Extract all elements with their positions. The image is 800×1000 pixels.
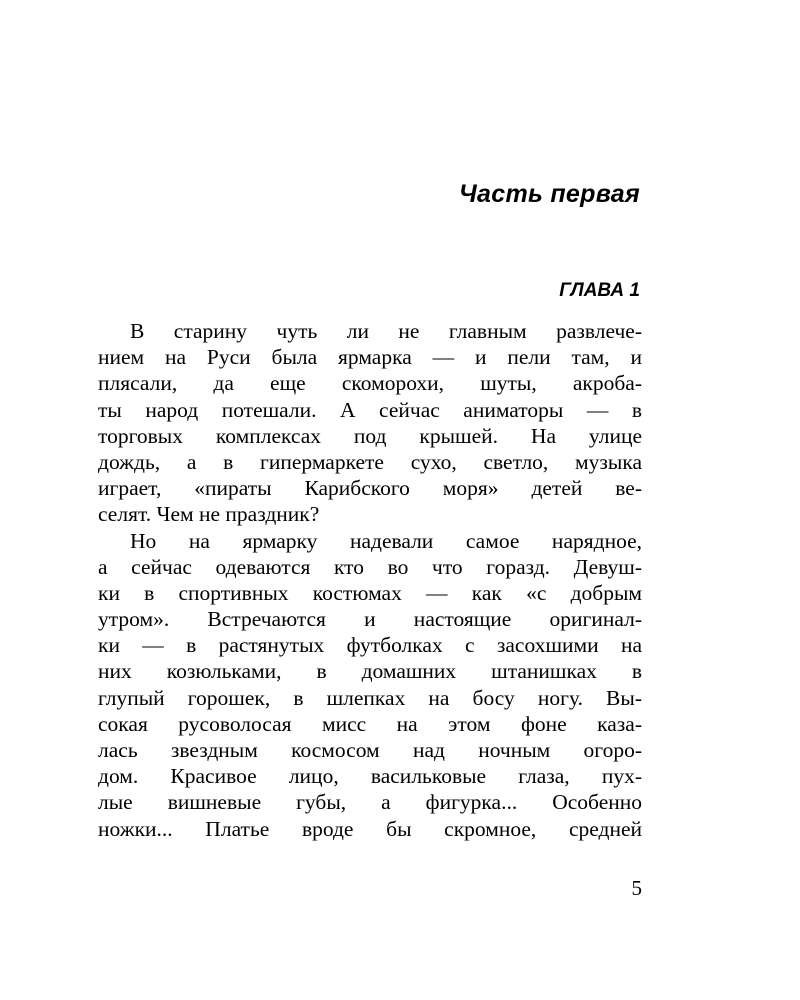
text-line: В старину чуть ли не главным развлече- bbox=[130, 319, 642, 343]
text-line: них козюльками, в домашних штанишках в bbox=[98, 659, 642, 684]
text-line: лые вишневые губы, а фигурка... Особенно bbox=[98, 790, 642, 815]
body-text bbox=[98, 318, 642, 842]
text-line: ты народ потешали. А сейчас аниматоры — в bbox=[98, 397, 642, 422]
text-line: селят. Чем не праздник? bbox=[98, 502, 320, 527]
chapter-title: ГЛАВА 1 bbox=[559, 280, 640, 301]
page-number: 5 bbox=[631, 876, 642, 900]
text-line: дождь, а в гипермаркете сухо, светло, музыка bbox=[98, 449, 642, 474]
text-line: дом. Красивое лицо, васильковые глаза, пух- bbox=[98, 764, 642, 789]
text-line: лась звездным космосом над ночным огоро- bbox=[98, 738, 642, 762]
text-line: ножки... Платье вроде бы скромное, средней bbox=[98, 816, 642, 841]
text-line: ки в спортивных костюмах — как «с добрым bbox=[98, 580, 642, 605]
text-line: глупый горошек, в шлепках на босу ногу. Вы- bbox=[98, 685, 642, 710]
text-line: ки — в растянутых футболках с засохшими на bbox=[98, 633, 642, 658]
text-line: утром». Встречаются и настоящие оригинал- bbox=[98, 607, 642, 632]
text-line: сокая русоволосая мисс на этом фоне каза- bbox=[98, 711, 642, 736]
text-line: играет, «пираты Карибского моря» детей ве- bbox=[98, 476, 642, 501]
text-line: нием на Руси была ярмарка — и пели там, и bbox=[98, 345, 642, 370]
text-line: плясали, да еще скоморохи, шуты, акроба- bbox=[98, 371, 642, 396]
text-line: а сейчас одеваются кто во что горазд. Девуш- bbox=[98, 554, 642, 579]
text-line: Но на ярмарку надевали самое нарядное, bbox=[130, 528, 642, 553]
part-title: Часть первая bbox=[459, 180, 640, 208]
text-line: торговых комплексах под крышей. На улице bbox=[98, 423, 642, 448]
